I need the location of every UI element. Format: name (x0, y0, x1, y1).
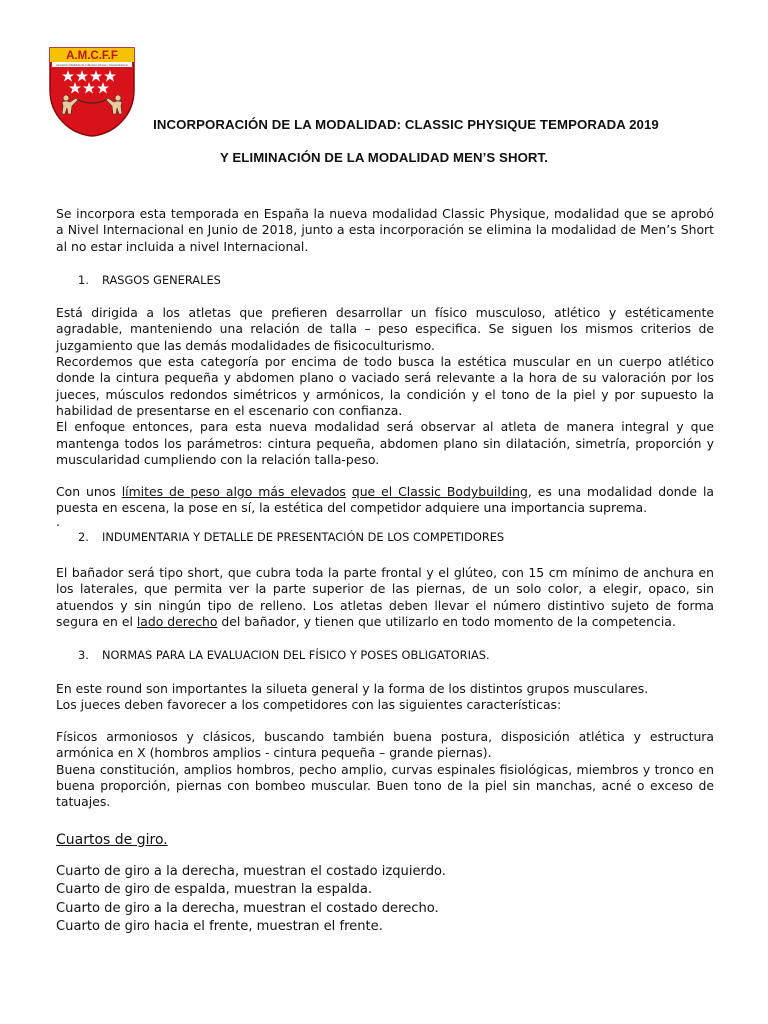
section-2-p1-post: del bañador, y tienen que utilizarlo en todo momento de la competencia. (217, 613, 676, 629)
logo-subtext: Asociación Madrileña de Culturismo Fitness y Fisicoculturismo (56, 63, 128, 67)
quarter-turn-item: Cuarto de giro hacia el frente, muestran el frente. (56, 919, 383, 935)
page-title-line2: Y ELIMINACIÓN DE LA MODALIDAD MEN’S SHORT. (219, 150, 549, 165)
quarter-turn-item: Cuarto de giro de espalda, muestran la espalda. (56, 882, 373, 898)
section-3-number: 3. (78, 648, 89, 663)
section-1-heading (56, 272, 714, 288)
quarter-turn-item: Cuarto de giro a la derecha, muestran el costado derecho. (56, 900, 439, 916)
classic-bodybuilding-link[interactable]: que el Classic Bodybuilding (351, 484, 528, 500)
section-2-title: INDUMENTARIA Y DETALLE DE PRESENTACIÓN DE LOS COMPETIDORES (102, 529, 505, 544)
section-3-paragraph-3: Buena constitución, amplios hombros, pecho amplio, curvas espinales fisiológicas, miembros y tronco en buena proporción, piernas con bombeo muscular. Buen tono de la piel sin manchas, acné o exceso de tatuajes. (56, 761, 714, 810)
quarter-turn-item: Cuarto de giro a la derecha, muestran el costado izquierdo. (56, 863, 446, 879)
page-title-line1: INCORPORACIÓN DE LA MODALIDAD: CLASSIC PHYSIQUE TEMPORADA 2019 (153, 117, 659, 132)
section-1-title: RASGOS GENERALES (102, 272, 221, 287)
document-body (56, 206, 714, 937)
section-2-paragraph (56, 565, 714, 630)
section-1-number: 1. (78, 272, 89, 287)
logo-text: A.M.C.F.F (66, 50, 118, 62)
section-1-paragraph-3: El enfoque entonces, para esta nueva modalidad será observar al atleta de manera integral y que mantenga todos los parámetros: cintura pequeña, abdomen plano sin dilatación, simetría, proporción y muscularidad cumpliendo con la relación talla-peso. (56, 419, 714, 467)
section-2-heading (56, 529, 714, 545)
quarter-turns-list (56, 863, 714, 937)
right-side-link[interactable]: lado derecho (136, 613, 218, 629)
section-1-paragraph-1: Está dirigida a los atletas que prefieren desarrollar un físico musculoso, atlético y estéticamente agradable, manteniendo una relación de talla – peso especifica. Se siguen los mismos criterios de juzgamiento que las demás modalidades de fisicoculturismo. (56, 305, 714, 353)
intro-paragraph: Se incorpora esta temporada en España la nueva modalidad Classic Physique, modalidad que se aprobó a Nivel Internacional en Junio de 2018, junto a esta incorporación se elimina la modalidad de Men’s Short al no estar incluida a nivel Internacional. (56, 206, 714, 254)
section-1-paragraph-2: Recordemos que esta categoría por encima de todo busca la estética muscular en un cuerpo atlético donde la cintura pequeña y abdomen plano o vaciado será relevante a la hora de su valoración por los jueces, músculos redondos simétricos y armónicos, la condición y el tono de la piel y por supuesto la habilidad de presentarse en el escenario con confianza. (56, 354, 714, 418)
section-3-line-2: Los jueces deben favorecer a los competidores con las siguientes características: (56, 696, 562, 712)
section-3-title: NORMAS PARA LA EVALUACION DEL FÍSICO Y POSES OBLIGATORIAS. (102, 648, 490, 663)
quarter-turns-heading: Cuartos de giro. (56, 831, 168, 848)
section-3-paragraph-2: Físicos armoniosos y clásicos, buscando también buena postura, disposición atlética y estructura armónica en X (hombros amplios - cintura pequeña – grande piernas). (56, 729, 714, 761)
section-3-line-1: En este round son importantes la silueta general y la forma de los distintos grupos musculares. (56, 680, 649, 696)
section-1-paragraph-4 (56, 484, 714, 517)
stray-dot: . (56, 513, 60, 529)
weight-limits-link[interactable]: límites de peso algo más elevados (121, 484, 346, 500)
section-2-number: 2. (78, 529, 89, 544)
section-3-heading (56, 647, 714, 663)
section-2-p1-pre: El bañador será tipo short, que cubra toda la parte frontal y el glúteo, con 15 cm mínimo de anchura en los laterales, que permita ver la parte superior de las piernas, de un solo color, a elegir, opaco, sin atuendos y sin ningún tipo de relleno. Los atletas deben llevar el número distintivo sujeto de forma segura en el (56, 565, 714, 629)
section-1-p4-post: , es una modalidad donde la puesta en escena, la pose en sí, la estética del competidor adquiere una importancia suprema. (56, 484, 715, 516)
section-1-p4-pre: Con unos (56, 484, 122, 500)
